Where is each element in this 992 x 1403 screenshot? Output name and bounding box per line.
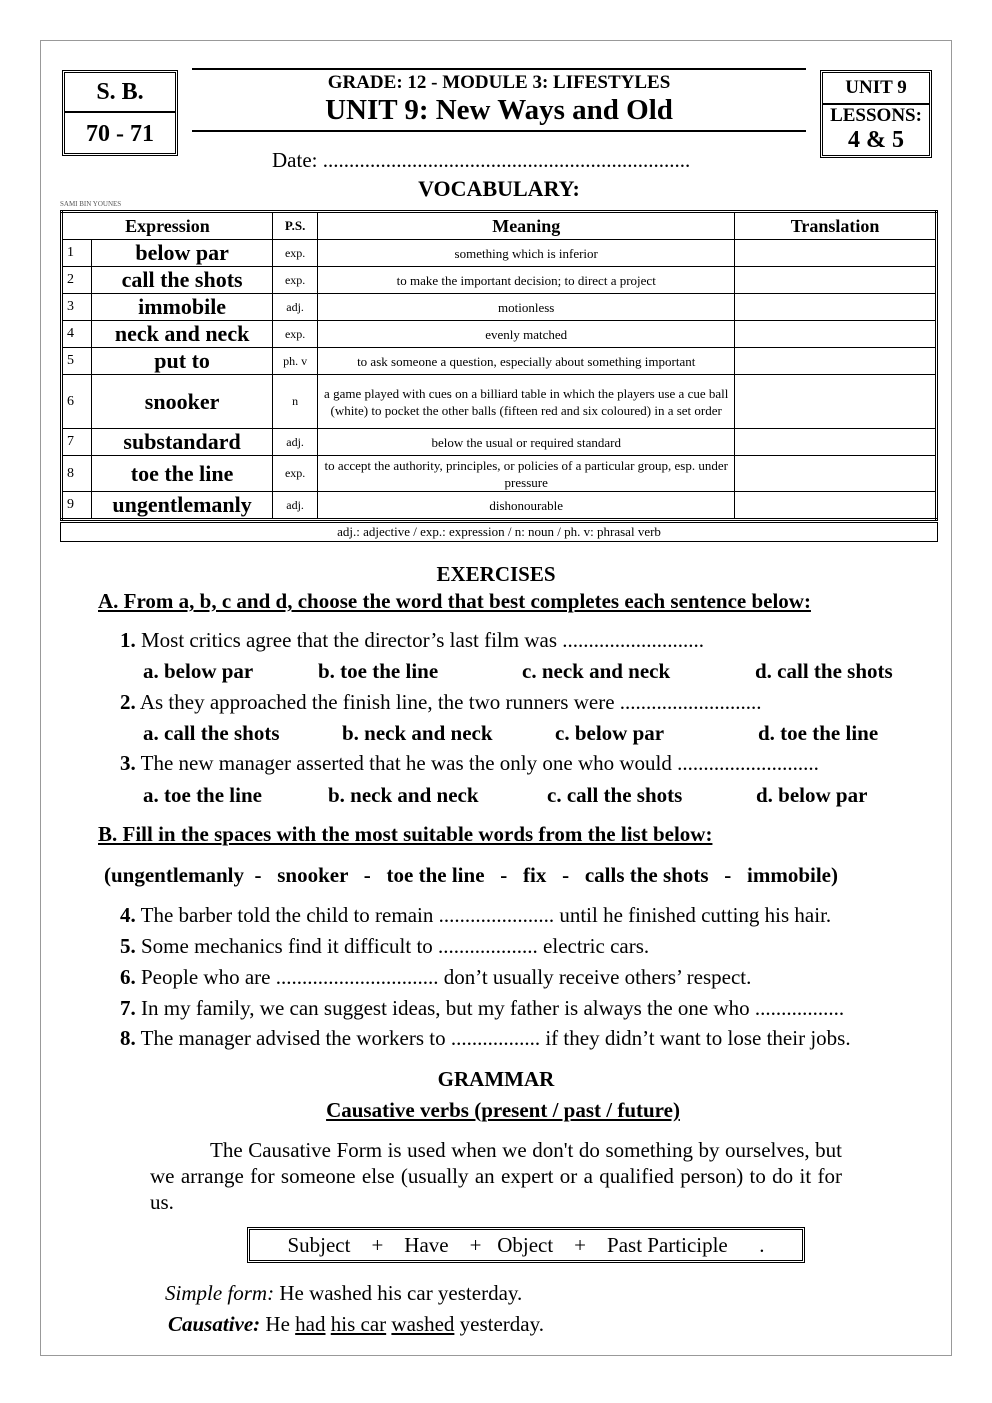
row-number: 2 [62, 267, 92, 294]
translation-cell[interactable] [735, 240, 937, 267]
table-row [62, 492, 937, 520]
exercises-heading: EXERCISES [436, 562, 556, 586]
row-number: 5 [62, 348, 92, 375]
col-meaning: Meaning [318, 212, 735, 240]
lessons-label: LESSONS: [830, 105, 922, 126]
col-ps: P.S. [272, 212, 317, 240]
part-of-speech-cell: exp. [272, 267, 317, 294]
lessons-number: 4 & 5 [848, 127, 904, 153]
table-row [62, 294, 937, 321]
part-of-speech-cell: exp. [272, 321, 317, 348]
causative-formula: Subject + Have + Object + Past Participle . [247, 1227, 805, 1263]
causative-example: Causative: He had his car washed yesterday. [168, 1312, 544, 1336]
row-number: 6 [62, 375, 92, 429]
part-of-speech-cell: n [272, 375, 317, 429]
option-d[interactable]: d. below par [756, 783, 868, 807]
question-6: 6. People who are ............................... don’t usually receive others’ respect. [120, 965, 752, 989]
student-book-pages-box [62, 70, 178, 156]
part-of-speech-cell: adj. [272, 294, 317, 321]
expression-cell: put to [92, 348, 273, 375]
table-row [62, 321, 937, 348]
question-3: 3. The new manager asserted that he was the only one who would ........................... [120, 751, 819, 775]
header-top-rule [192, 68, 806, 70]
question-7: 7. In my family, we can suggest ideas, but my father is always the one who ................. [120, 996, 845, 1020]
row-number: 1 [62, 240, 92, 267]
grammar-subheading: Causative verbs (present / past / future) [326, 1098, 680, 1122]
translation-cell[interactable] [735, 375, 937, 429]
row-number: 8 [62, 456, 92, 492]
grammar-heading: GRAMMAR [437, 1067, 555, 1091]
header-bottom-rule [192, 130, 806, 132]
vocabulary-heading: VOCABULARY: [418, 176, 580, 201]
translation-cell[interactable] [735, 348, 937, 375]
translation-cell[interactable] [735, 294, 937, 321]
option-b[interactable]: b. neck and neck [342, 721, 493, 745]
table-row [62, 375, 937, 429]
expression-cell: neck and neck [92, 321, 273, 348]
sb-label: S. B. [65, 73, 175, 113]
meaning-cell: dishonourable [318, 492, 735, 520]
option-c[interactable]: c. call the shots [547, 783, 683, 807]
exercise-b-title: B. Fill in the spaces with the most suitable words from the list below: [98, 822, 713, 846]
causative-label: Causative: [168, 1312, 261, 1336]
meaning-cell: motionless [318, 294, 735, 321]
sb-pages: 70 - 71 [86, 121, 154, 147]
simple-form-example: Simple form: He washed his car yesterday. [165, 1281, 523, 1305]
part-of-speech-cell: exp. [272, 456, 317, 492]
option-a[interactable]: a. below par [143, 659, 254, 683]
option-c[interactable]: c. below par [555, 721, 665, 745]
part-of-speech-cell: adj. [272, 492, 317, 520]
meaning-cell: to accept the authority, principles, or policies of a particular group, esp. under pressure [318, 456, 735, 492]
row-number: 9 [62, 492, 92, 520]
row-number: 3 [62, 294, 92, 321]
option-c[interactable]: c. neck and neck [522, 659, 671, 683]
option-b[interactable]: b. neck and neck [328, 783, 479, 807]
simple-form-label: Simple form: [165, 1281, 275, 1305]
translation-cell[interactable] [735, 267, 937, 294]
expression-cell: call the shots [92, 267, 273, 294]
exercise-a-title: A. From a, b, c and d, choose the word that best completes each sentence below: [98, 589, 811, 613]
expression-cell: below par [92, 240, 273, 267]
row-number: 4 [62, 321, 92, 348]
unit-label: UNIT 9 [823, 73, 929, 105]
question-5: 5. Some mechanics find it difficult to ................... electric cars. [120, 934, 650, 958]
abbreviation-legend: adj.: adjective / exp.: expression / n: noun / ph. v: phrasal verb [60, 522, 938, 542]
table-row [62, 240, 937, 267]
part-of-speech-cell: adj. [272, 429, 317, 456]
expression-cell: ungentlemanly [92, 492, 273, 520]
meaning-cell: a game played with cues on a billiard table in which the players use a cue ball (white) to pocket the other balls (fifteen red and six coloured) in a set order [318, 375, 735, 429]
meaning-cell: below the usual or required standard [318, 429, 735, 456]
table-row [62, 267, 937, 294]
part-of-speech-cell: ph. v [272, 348, 317, 375]
meaning-cell: to make the important decision; to direct a project [318, 267, 735, 294]
expression-cell: toe the line [92, 456, 273, 492]
option-a[interactable]: a. call the shots [143, 721, 280, 745]
grade-module-line: GRADE: 12 - MODULE 3: LIFESTYLES [327, 72, 671, 93]
option-d[interactable]: d. toe the line [758, 721, 879, 745]
meaning-cell: evenly matched [318, 321, 735, 348]
causative-explanation: The Causative Form is used when we don't do something by ourselves, but we arrange for someone else (usually an expert or a qualified person) to do it for us. [150, 1138, 842, 1214]
expression-cell: snooker [92, 375, 273, 429]
table-row [62, 456, 937, 492]
vocabulary-table [60, 210, 938, 521]
translation-cell[interactable] [735, 429, 937, 456]
word-list: (ungentlemanly - snooker - toe the line - fix - calls the shots - immobile) [104, 863, 838, 887]
unit-lessons-box [820, 70, 932, 158]
option-a[interactable]: a. toe the line [143, 783, 262, 807]
expression-cell: immobile [92, 294, 273, 321]
meaning-cell: to ask someone a question, especially about something important [318, 348, 735, 375]
translation-cell[interactable] [735, 321, 937, 348]
col-translation: Translation [735, 212, 937, 240]
option-d[interactable]: d. call the shots [755, 659, 893, 683]
expression-cell: substandard [92, 429, 273, 456]
unit-title: UNIT 9: New Ways and Old [325, 94, 673, 126]
translation-cell[interactable] [735, 492, 937, 520]
part-of-speech-cell: exp. [272, 240, 317, 267]
author-watermark: SAMI BIN YOUNES [60, 200, 122, 208]
question-2: 2. As they approached the finish line, the two runners were ........................... [120, 690, 762, 714]
date-line: Date: ...................................................................... [272, 148, 691, 172]
question-8: 8. The manager advised the workers to ................. if they didn’t want to lose their jobs. [120, 1026, 851, 1050]
meaning-cell: something which is inferior [318, 240, 735, 267]
col-expression: Expression [62, 212, 273, 240]
question-4: 4. The barber told the child to remain ...................... until he finished cutting his hair. [120, 903, 832, 927]
translation-cell[interactable] [735, 456, 937, 492]
table-header-row [62, 212, 937, 240]
row-number: 7 [62, 429, 92, 456]
table-row [62, 429, 937, 456]
question-1: 1. Most critics agree that the director’s last film was ........................... [120, 628, 704, 652]
table-row [62, 348, 937, 375]
option-b[interactable]: b. toe the line [318, 659, 439, 683]
